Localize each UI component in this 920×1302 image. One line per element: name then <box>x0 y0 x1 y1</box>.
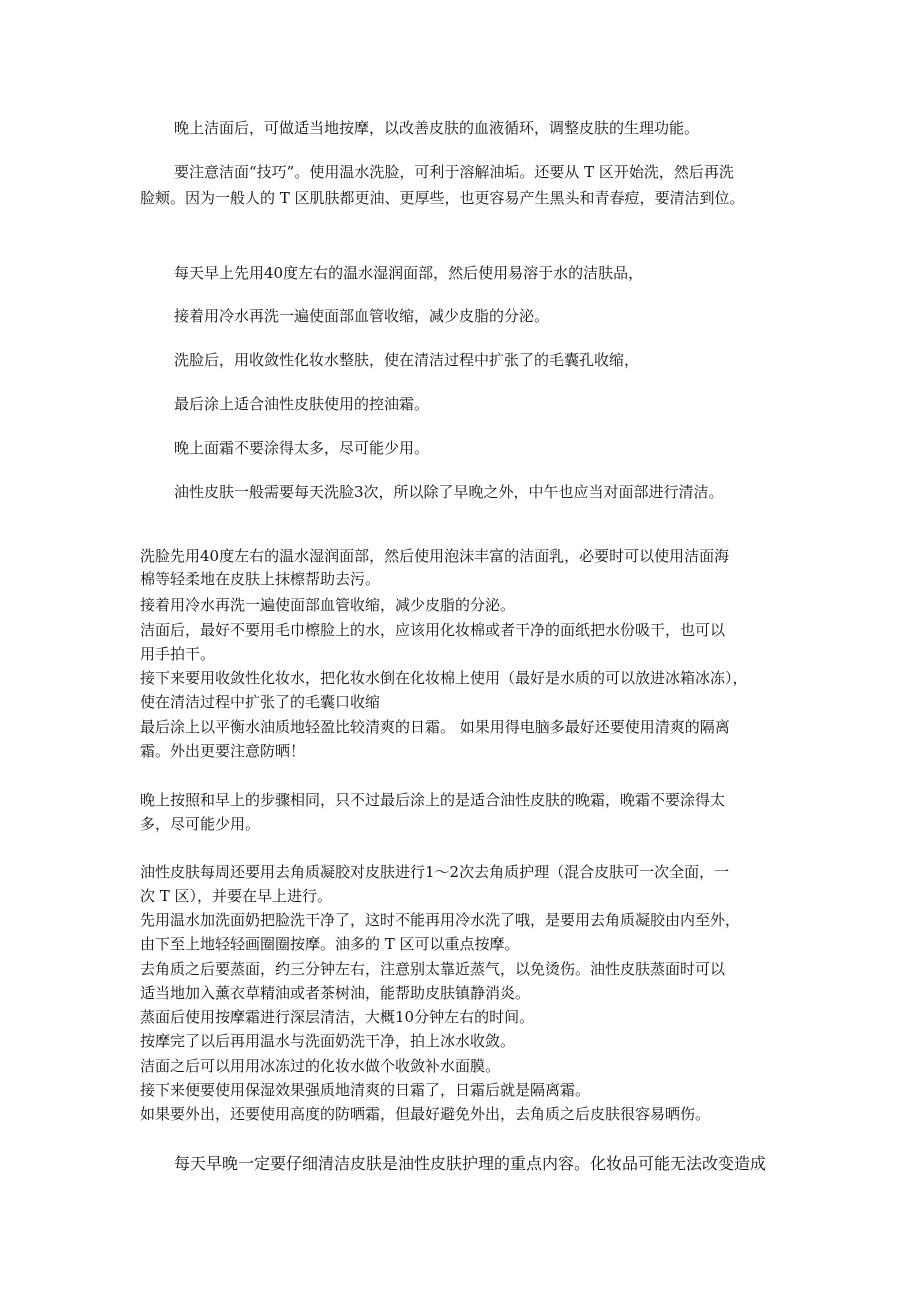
exfoliation-step-line: 蒸面后使用按摩霜进行深层清洁，大概10分钟左右的时间。 <box>140 1008 535 1026</box>
routine-line: 洗脸后，用收敛性化妆水整肤，使在清洁过程中扩张了的毛囊孔收缩， <box>174 351 640 369</box>
exfoliation-step-line: 适当地加入薰衣草精油或者茶树油，能帮助皮肤镇静消炎。 <box>140 984 531 1002</box>
routine-line: 最后涂上适合油性皮肤使用的控油霜。 <box>174 395 430 413</box>
routine-line: 晚上面霜不要涂得太多，尽可能少用。 <box>174 439 430 457</box>
exfoliation-step-line: 油性皮肤每周还要用去角质凝胶对皮肤进行1～2次去角质护理（混合皮肤可一次全面，一 <box>140 863 730 881</box>
exfoliation-step-line: 洁面之后可以用用冰冻过的化妆水做个收敛补水面膜。 <box>140 1057 501 1075</box>
exfoliation-step-line: 次 T 区），并要在早上进行。 <box>140 887 333 905</box>
paragraph-daily-cleansing: 每天早晚一定要仔细清洁皮肤是油性皮肤护理的重点内容。化妆品可能无法改变造成 <box>174 1154 767 1173</box>
paragraph-evening-massage: 晚上洁面后，可做适当地按摩，以改善皮肤的血液循环，调整皮肤的生理功能。 <box>174 119 700 137</box>
routine-line: 接着用冷水再洗一遍使面部血管收缩，减少皮脂的分泌。 <box>174 307 550 325</box>
morning-step-line: 洁面后，最好不要用毛巾檫脸上的水，应该用化妆棉或者干净的面纸把水份吸干，也可以 <box>140 621 726 639</box>
morning-step-line: 棉等轻柔地在皮肤上抹檫帮助去污。 <box>140 570 381 588</box>
morning-step-line: 最后涂上以平衡水油质地轻盈比较清爽的日霜。 如果用得电脑多最好还要使用清爽的隔离 <box>140 718 730 736</box>
morning-step-line: 洗脸先用40度左右的温水湿润面部，然后使用泡沫丰富的洁面乳，必要时可以使用洁面海 <box>140 547 730 565</box>
morning-step-line: 接着用冷水再洗一遍使面部血管收缩，减少皮脂的分泌。 <box>140 596 516 614</box>
routine-line: 每天早上先用40度左右的温水湿润面部，然后使用易溶于水的洁肤品， <box>174 264 644 282</box>
exfoliation-step-line: 先用温水加洗面奶把脸洗干净了，这时不能再用冷水洗了哦，是要用去角质凝胶由内至外， <box>140 911 741 929</box>
exfoliation-step-line: 去角质之后要蒸面，约三分钟左右，注意别太靠近蒸气，以免烫伤。油性皮肤蒸面时可以 <box>140 960 726 978</box>
evening-step-line: 晚上按照和早上的步骤相同，只不过最后涂上的是适合油性皮肤的晚霜，晚霜不要涂得太 <box>140 791 726 809</box>
morning-step-line: 霜。外出更要注意防晒！ <box>140 742 306 760</box>
morning-step-line: 用手拍干。 <box>140 645 216 663</box>
exfoliation-step-line: 接下来便要使用保湿效果强质地清爽的日霜了，日霜后就是隔离霜。 <box>140 1081 591 1099</box>
morning-step-line: 使在清洁过程中扩张了的毛囊口收缩 <box>140 693 381 711</box>
evening-step-line: 多，尽可能少用。 <box>140 815 261 833</box>
morning-step-line: 接下来要用收敛性化妆水，把化妆水倒在化妆棉上使用（最好是水质的可以放进冰箱冰冻）， <box>140 669 748 687</box>
exfoliation-step-line: 按摩完了以后再用温水与洗面奶洗干净，拍上冰水收敛。 <box>140 1032 516 1050</box>
exfoliation-step-line: 如果要外出，还要使用高度的防晒霜，但最好避免外出，去角质之后皮肤很容易晒伤。 <box>140 1105 711 1123</box>
paragraph-cleansing-tips-line1: 要注意洁面“技巧”。使用温水洗脸，可利于溶解油垢。还要从 T 区开始洗，然后再洗 <box>174 163 734 181</box>
exfoliation-step-line: 由下至上地轻轻画圈圈按摩。油多的 T 区可以重点按摩。 <box>140 935 520 953</box>
routine-line: 油性皮肤一般需要每天洗脸3次，所以除了早晚之外，中午也应当对面部进行清洁。 <box>174 483 724 501</box>
paragraph-cleansing-tips-line2: 脸颊。因为一般人的 T 区肌肤都更油、更厚些，也更容易产生黑头和青春痘，要清洁到位。 <box>140 189 745 207</box>
